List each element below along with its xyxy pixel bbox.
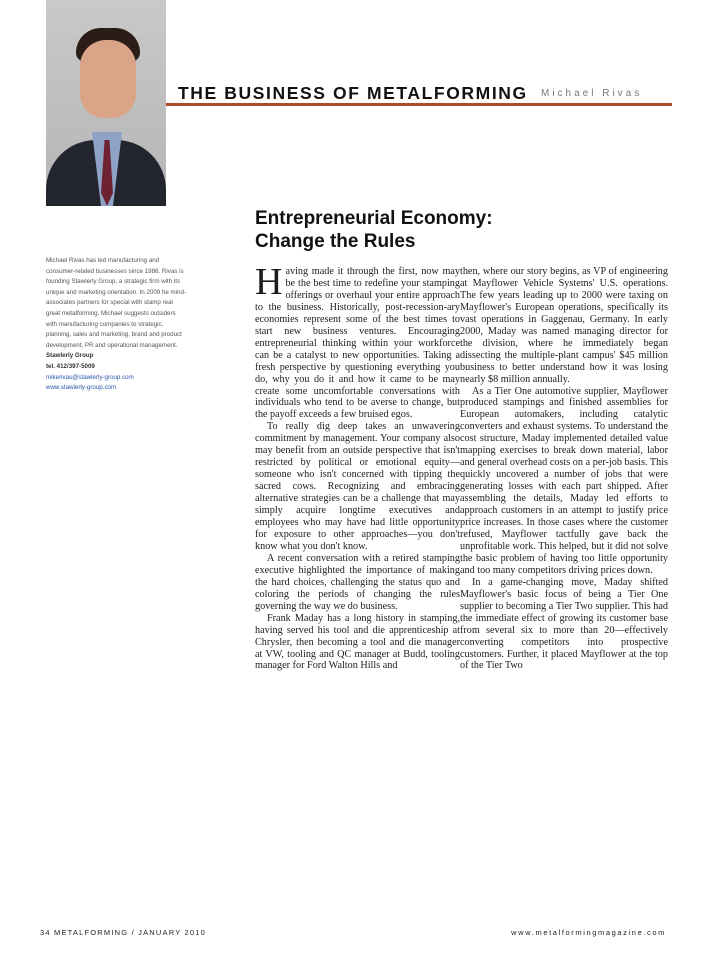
article-column-right	[460, 266, 668, 672]
contact-website-link[interactable]: www.stawlerly-group.com	[46, 384, 117, 392]
article-title-line-2: Change the Rules	[255, 231, 416, 252]
contact-email-link[interactable]: mikerivas@stawlerly-group.com	[46, 373, 134, 381]
contact-phone: tel. 412/397-5009	[46, 362, 95, 370]
footer-website[interactable]: www.metalformingmagazine.com	[511, 928, 666, 937]
article-paragraph: In a game-changing move, Maday shifted Mayflower's basic focus of being a Tier One supplier to becoming a Tier Two supplier. This had the immediate effect of growing its customer base from several six to more than 20—effectively converting competitors into prospective customers. Further, it placed Mayflower at the top of the Tier Two	[460, 576, 668, 672]
article-title-line-1: Entrepreneurial Economy:	[255, 208, 493, 229]
author-bio-text: Michael Rivas has led manufacturing and consumer-related businesses since 1986. Rivas is founding Stawlerly Group, a strategic firm with its unique and marketing orientation. In 2009 he mind-associates partners for special with stamp real great metalforming. Michael suggests outsiders with manufacturing companies to strategic, planning, sales and marketing, brand and product development, PR and operational management.	[46, 257, 186, 349]
article-paragraph: A recent conversation with a retired stamping executive highlighted the importance of making the hard choices, challenging the status quo and coloring the periods of changing the rules governing the way we do business.	[255, 552, 460, 612]
column-header-title: THE BUSINESS OF METALFORMING	[178, 83, 528, 103]
footer-page-info: 34 METALFORMING / JANUARY 2010	[40, 928, 207, 937]
column-author-name: Michael Rivas	[541, 88, 643, 99]
article-column-left	[255, 261, 460, 672]
article-paragraph: then, where our story begins, as VP of engineering at Mayflower Vehicle Systems' U.S. operations. The few years leading up to 2000 were taxing on Mayflower's European operations, specifically its vast operations in Gaggenau, Germany. In early 2000, Maday was named managing director for the division, where he immediately began dissecting the multiple-plant campus' $45 million business to better understand how it was losing nearly $8 million annually.	[460, 266, 668, 385]
author-photo	[46, 0, 166, 206]
article-paragraph: Having made it through the first, now may be the best time to redefine your stamping offerings or overhaul your entire approach to the business. Historically, post-recession-ary economies represent some of the best times to start new business ventures. Encouraging entrepreneurial thinking within your workforce can be a catalyst to new opportunities. Taking a fresh perspective by questioning everything you do, why you do it and how it came to be may create some uncomfortable conversations with individuals who tend to be averse to change, but the payoff exceeds a few bruised egos.	[255, 261, 460, 421]
article-paragraph: To really dig deep takes an unwavering commitment by management. Your company also may benefit from an outside perspective that isn't restricted by political or emotional equity—someone who isn't concerned with tipping the sacred cows. Recognizing and embracing alternative strategies can be a challenge that may simply acquire longtime executives and employees who may have had little opportunity for exposure to other approaches—you don't know what you don't know.	[255, 421, 460, 552]
header-rule	[166, 103, 672, 106]
article-paragraph: Frank Maday has a long history in stamping, having served his tool and die apprenticeship at Chrysler, then becoming a tool and die manager at VW, tooling and QC manager at Budd, tooling manager for Ford Walton Hills and	[255, 612, 460, 672]
article-paragraph: As a Tier One automotive supplier, Mayflower produced stampings and finished assemblies for European automakers, including catalytic converters and exhaust systems. To understand the cost structure, Maday implemented detailed value mapping exercises to break down material, labor and general overhead costs on a per-job basis. This quickly uncovered a number of jobs that were generating losses with each part shipped. After assembling the details, Maday led efforts to approach customers in an attempt to justify price price increases. In those cases where the customer refused, Mayflower tactfully gave back the unprofitable work. This helped, but it did not solve the basic problem of having too little opportunity and too many competitors driving prices down.	[460, 385, 668, 576]
article-title	[255, 207, 493, 253]
contact-company: Stawlerly Group	[46, 352, 94, 360]
drop-cap: H	[255, 261, 283, 303]
author-bio-sidebar	[46, 256, 186, 394]
